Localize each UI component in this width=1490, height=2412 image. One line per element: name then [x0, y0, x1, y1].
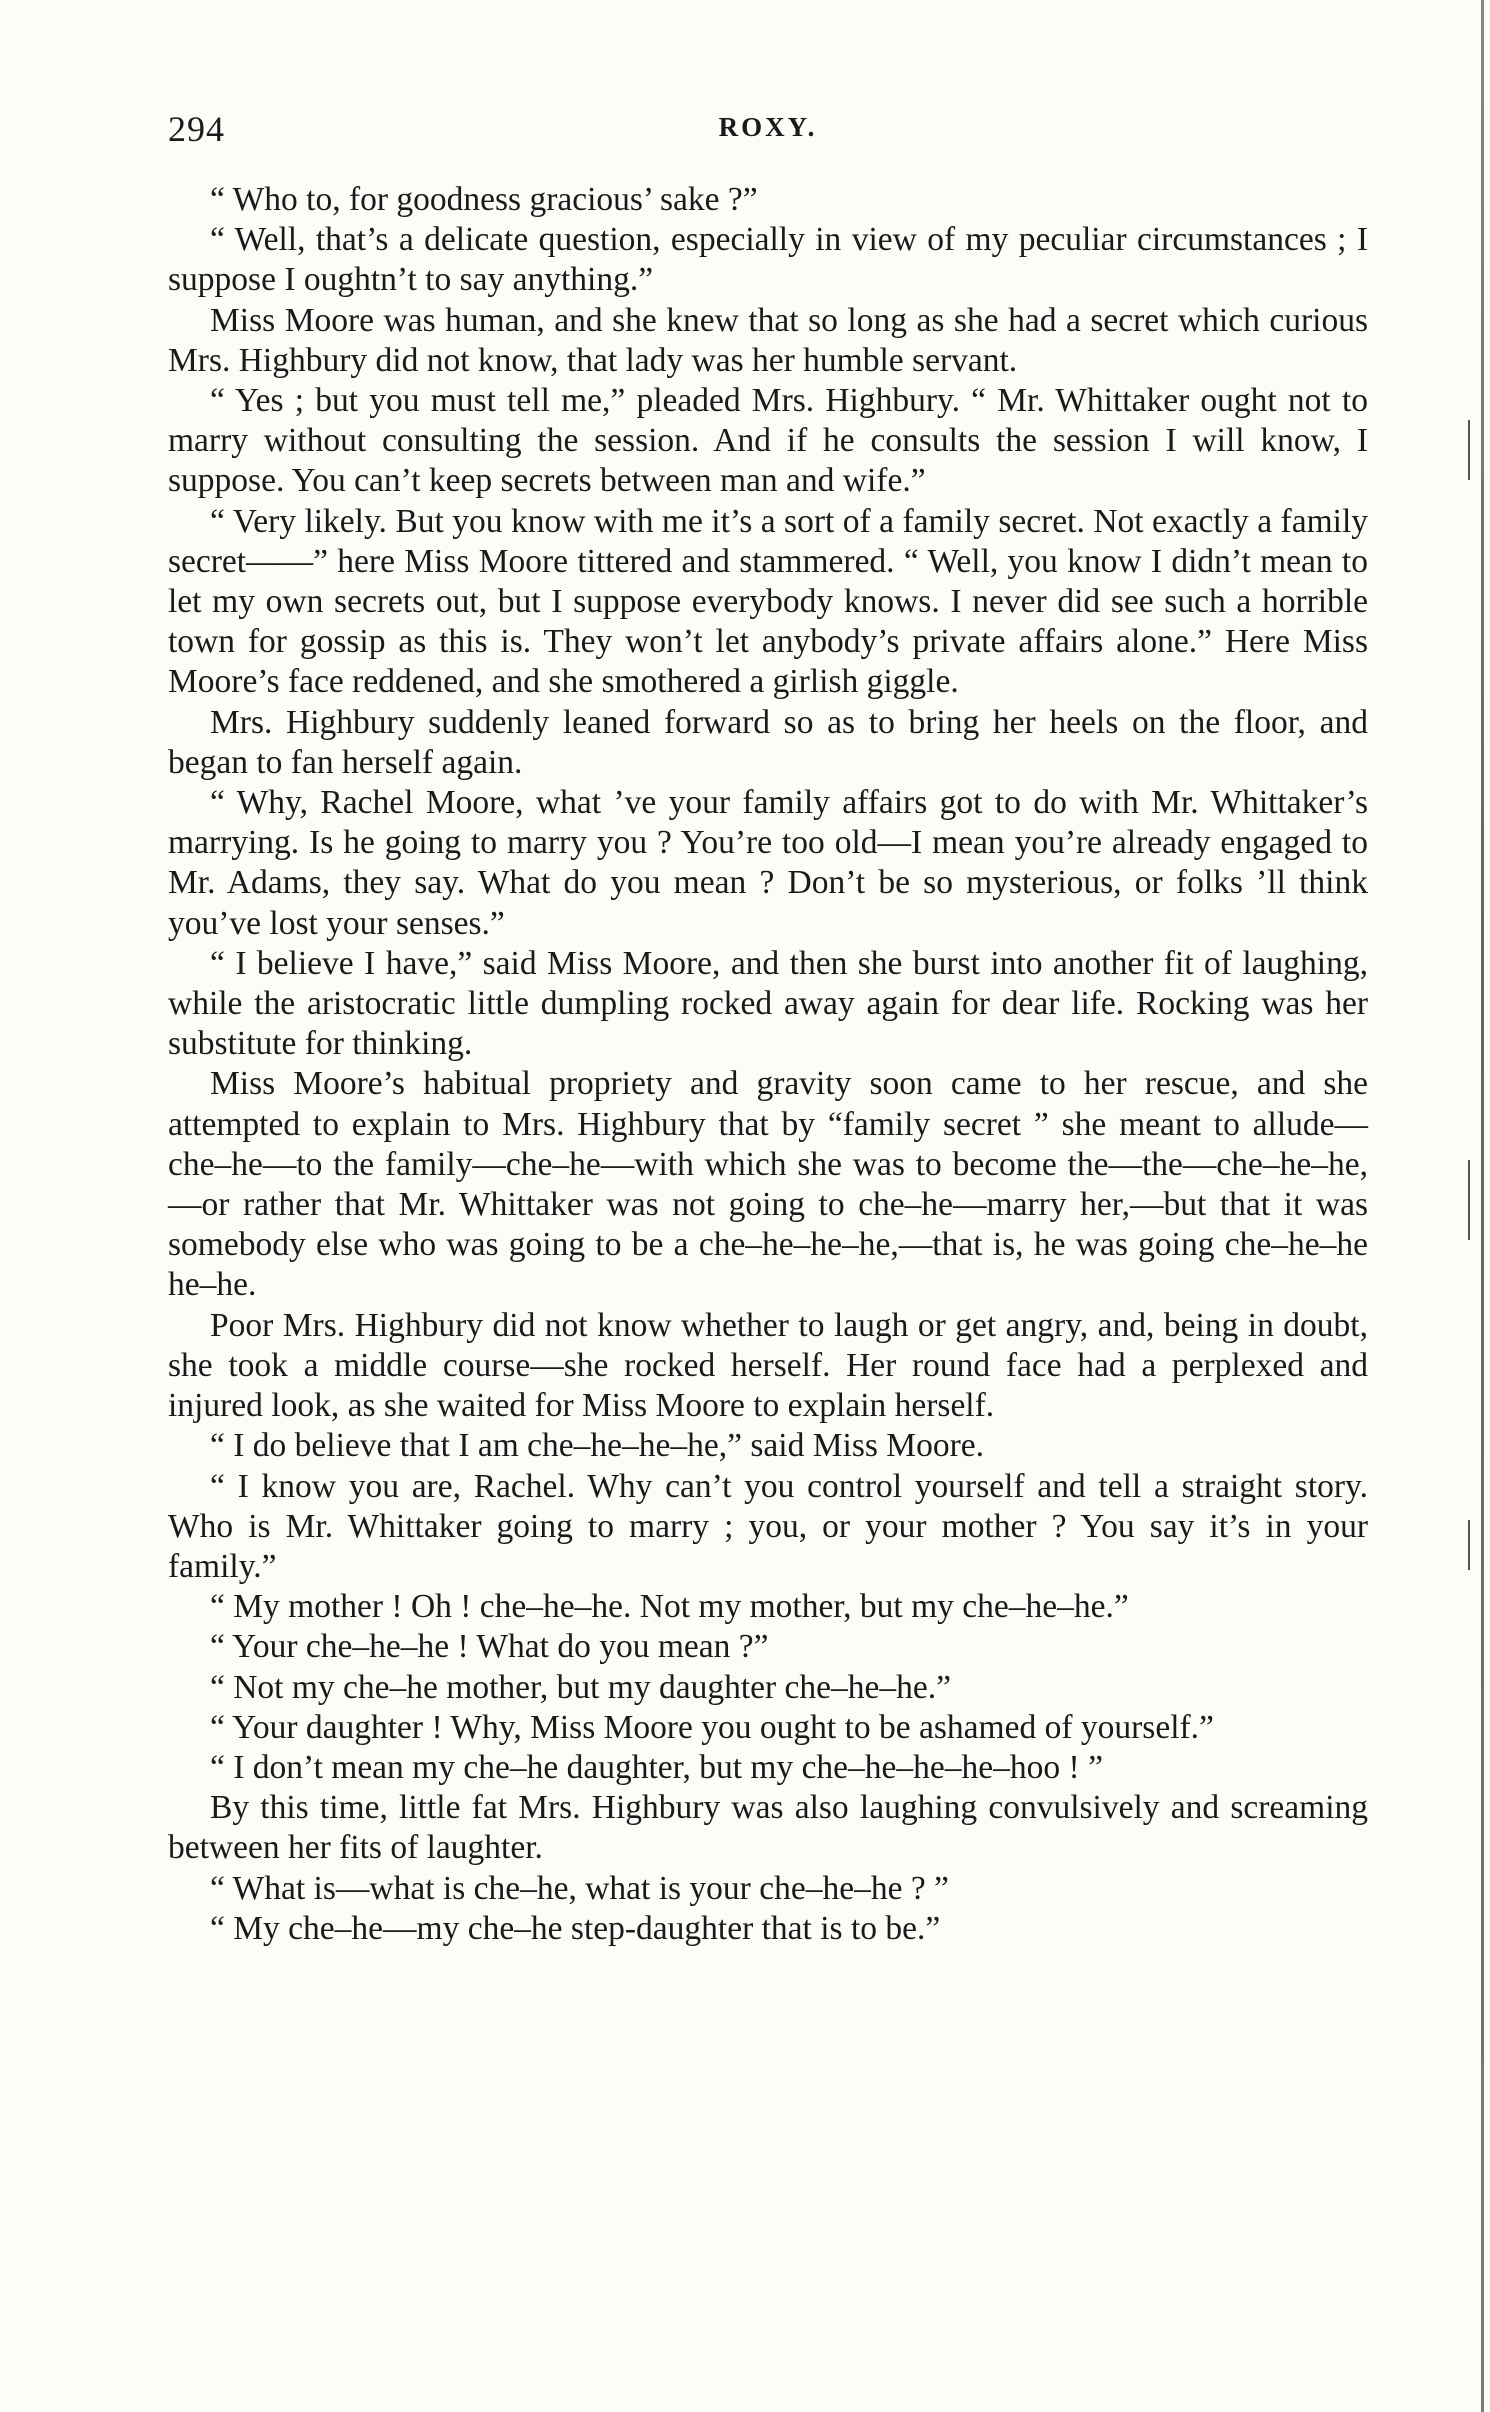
- edge-mark: [1468, 1160, 1470, 1240]
- page-edge-line: [1481, 0, 1484, 2412]
- paragraph: “ Well, that’s a delicate question, especially in view of my peculiar circumstances ; I suppose I oughtn’t to say anything.”: [168, 221, 1368, 299]
- page-number: 294: [168, 109, 225, 149]
- body-text: [168, 180, 1368, 1949]
- paragraph: “ My che–he—my che–he step-daughter that is to be.”: [210, 1909, 941, 1947]
- paragraph: Poor Mrs. Highbury did not know whether to laugh or get angry, and, being in doubt, she took a middle course—she rocked herself. Her round face had a perplexed and injured look, as she waited for Miss Moore to explain herself.: [168, 1306, 1368, 1425]
- paragraph: Miss Moore was human, and she knew that so long as she had a secret which curious Mrs. Highbury did not know, that lady was her humble servant.: [168, 301, 1368, 379]
- paragraph: By this time, little fat Mrs. Highbury was also laughing convulsively and screaming between her fits of laughter.: [168, 1789, 1368, 1867]
- paragraph: “ I believe I have,” said Miss Moore, and then she burst into another fit of laughing, while the aristocratic little dumpling rocked away again for dear life. Rocking was her substitute for thinking.: [168, 944, 1368, 1063]
- paragraph: “ Your daughter ! Why, Miss Moore you ought to be ashamed of yourself.”: [210, 1708, 1214, 1746]
- edge-mark: [1468, 1520, 1470, 1570]
- paragraph: Mrs. Highbury suddenly leaned forward so as to bring her heels on the floor, and began to fan herself again.: [168, 703, 1368, 781]
- paragraph: “ I know you are, Rachel. Why can’t you control yourself and tell a straight story. Who is Mr. Whittaker going to marry ; you, or your mother ? You say it’s in your family.”: [168, 1467, 1368, 1585]
- paragraph: “ Very likely. But you know with me it’s a sort of a family secret. Not exactly a family secret——” here Miss Moore tittered and stammered. “ Well, you know I didn’t mean to let my own secrets out, but I suppose everybody knows. I never did see such a horrible town for gossip as this is. They won’t let anybody’s private affairs alone.” Here Miss Moore’s face reddened, and she smothered a girlish giggle.: [168, 502, 1368, 701]
- paragraph: “ My mother ! Oh ! che–he–he. Not my mother, but my che–he–he.”: [210, 1588, 1129, 1626]
- running-title: ROXY.: [718, 112, 818, 142]
- edge-mark: [1468, 420, 1470, 480]
- paragraph: “ What is—what is che–he, what is your che–he–he ? ”: [210, 1869, 949, 1907]
- paragraph: “ Why, Rachel Moore, what ’ve your family affairs got to do with Mr. Whittaker’s marrying. Is he going to marry you ? You’re too old—I mean you’re already engaged to Mr. Adams, they say. What do you mean ? Don’t be so mysterious, or folks ’ll think you’ve lost your senses.”: [168, 784, 1368, 942]
- paragraph: “ Yes ; but you must tell me,” pleaded Mrs. Highbury. “ Mr. Whittaker ought not to marry without consulting the session. And if he consults the session I will know, I suppose. You can’t keep secrets between man and wife.”: [168, 382, 1368, 500]
- paragraph: “ Your che–he–he ! What do you mean ?”: [210, 1628, 769, 1666]
- paragraph: “ Not my che–he mother, but my daughter che–he–he.”: [210, 1668, 951, 1706]
- paragraph: “ I do believe that I am che–he–he–he,” said Miss Moore.: [210, 1427, 984, 1465]
- paragraph: “ I don’t mean my che–he daughter, but my che–he–he–he–hoo ! ”: [210, 1748, 1103, 1786]
- paragraph: “ Who to, for goodness gracious’ sake ?”: [210, 181, 758, 218]
- page-header: [168, 108, 1368, 152]
- paragraph: Miss Moore’s habitual propriety and gravity soon came to her rescue, and she attempted to explain to Mrs. Highbury that by “family secret ” she meant to allude—che–he—to the family—che–he—with which she was to become the—the—che–he–he,—or rather that Mr. Whittaker was not going to che–he—marry her,—but that it was somebody else who was going to be a che–he–he–he,—that is, he was going che–he–he he–he.: [168, 1065, 1368, 1304]
